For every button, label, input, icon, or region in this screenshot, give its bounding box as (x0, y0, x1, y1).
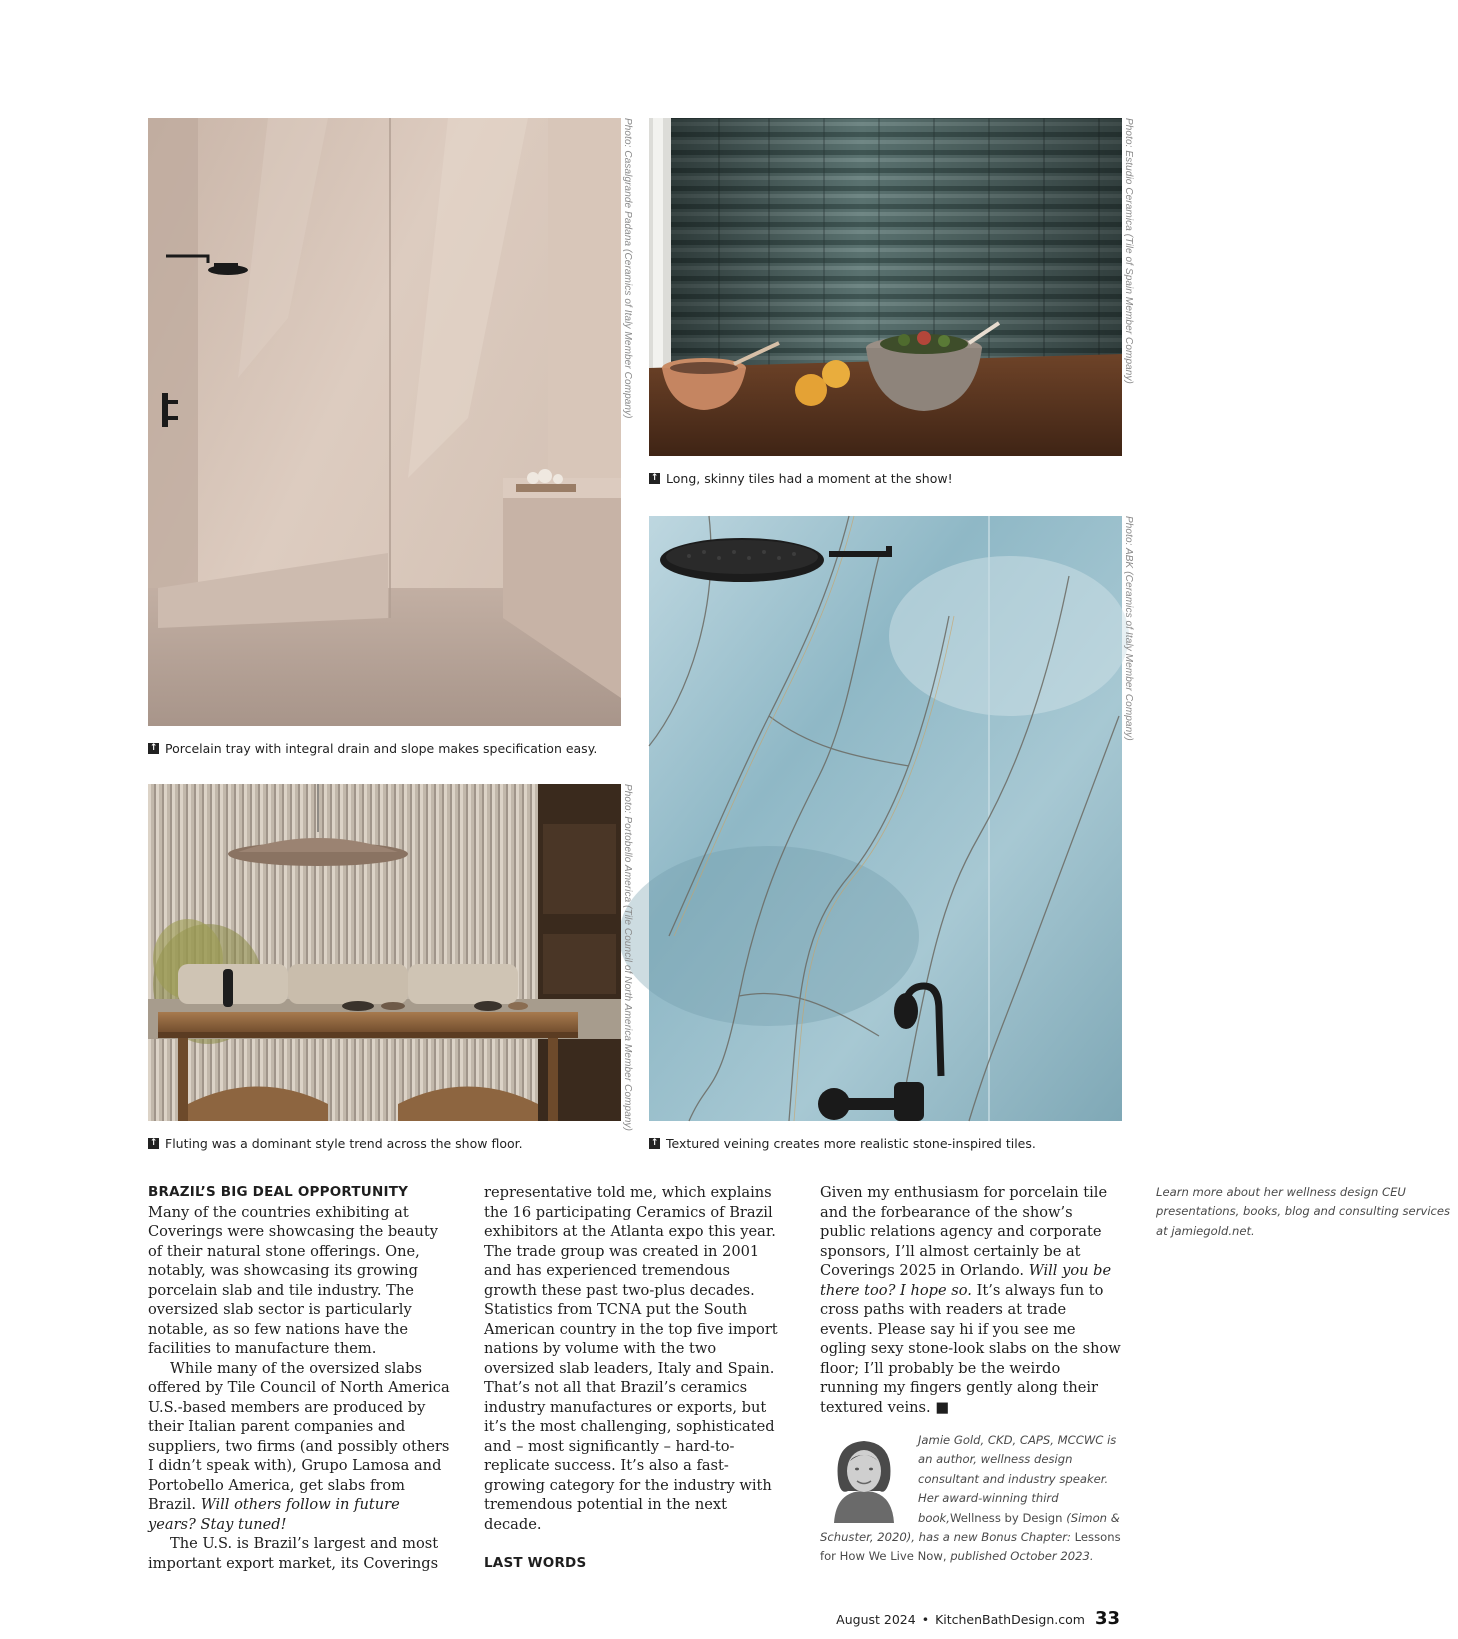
page-footer (836, 1608, 1120, 1629)
dining-caption-text: Fluting was a dominant style trend across the show floor. (165, 1136, 523, 1151)
article-paragraph-4: Given my enthusiasm for porcelain tile and the forbearance of the show’s public relations agency and corporate sponsors, I’ll almost certainly be at Coverings 2025 in Orlando. Will you be there too? I hope so. It’s always fun to cross paths with readers at trade events. Please say hi if you see me ogling sexy stone-look slabs on the show floor; I’ll probably be the weirdo running my fingers gently along their textured veins. ■ (820, 1184, 1121, 1416)
heading-last-words: LAST WORDS (484, 1554, 587, 1571)
marble-caption (649, 1136, 1036, 1151)
author-portrait (820, 1433, 908, 1523)
tiles-caption-text: Long, skinny tiles had a moment at the show! (666, 471, 953, 486)
marble-photo (649, 516, 1122, 1121)
shower-caption-text: Porcelain tray with integral drain and slope makes specification easy. (165, 741, 598, 756)
marble-photo-credit: Photo: ABK (Ceramics of Italy Member Company) (1123, 516, 1134, 741)
marble-caption-text: Textured veining creates more realistic stone-inspired tiles. (666, 1136, 1036, 1151)
footer-issue: August 2024 (836, 1612, 916, 1627)
arrow-up-icon: ↑ (149, 1138, 158, 1148)
bio-chapter-title: Lessons for How We Live Now, (820, 1530, 1121, 1564)
tiles-photo (649, 118, 1122, 456)
arrow-up-icon: ↑ (149, 743, 158, 753)
article-body (148, 1183, 1451, 1573)
article-paragraph-4-italic: Will you be there too? I hope so. (820, 1262, 1112, 1299)
article-paragraph-2: While many of the oversized slabs offered by Tile Council of North America U.S.-based members are produced by their Italian parent companies and suppliers, two firms (and possibly others I didn’t speak with), Grupo Lamosa and Portobello America, get slabs from Brazil. Will others follow in future years? Stay tuned! (148, 1359, 450, 1533)
bio-book-title: Wellness by Design (949, 1510, 1063, 1525)
dining-photo-credit: Photo: Portobello America (Tile Council of North America Member Company) (622, 784, 633, 1132)
article-paragraph-1: Many of the countries exhibiting at Coverings were showcasing the beauty of their natural stone offerings. One, notably, was showcasing its growing porcelain slab and tile industry. The oversized slab sector is particularly notable, as so few nations have the facilities to manufacture them. (148, 1203, 439, 1357)
shower-caption (148, 741, 597, 756)
article-paragraph-3: The U.S. is Brazil’s largest and most important export market, its Coverings representative told me, which explains the 16 participating Ceramics of Brazil exhibitors at the Atlanta expo this year. The trade group was created in 2001 and has experienced tremendous growth these past two-plus decades. Statistics from TCNA put the South American country in the top five import nations by volume with the two oversized slab leaders, Italy and Spain. That’s not all that Brazil’s ceramics industry manufactures or exports, but it’s the most challenging, sophisticated and – most significantly – hard-to-replicate success. It’s also a fast-growing category for the industry with tremendous potential in the next decade. (148, 1184, 778, 1572)
dining-caption (148, 1136, 523, 1151)
footer-site: KitchenBathDesign.com (935, 1612, 1085, 1627)
article-paragraph-2-italic: Will others follow in future years? Stay tuned! (148, 1496, 400, 1533)
arrow-up-icon: ↑ (650, 473, 659, 483)
shower-photo-credit: Photo: Casalgrande Padana (Ceramics of Italy Member Company) (622, 118, 633, 419)
end-mark-icon: ■ (935, 1398, 950, 1416)
arrow-up-icon: ↑ (650, 1138, 659, 1148)
footer-separator: • (921, 1612, 930, 1627)
tiles-caption (649, 471, 953, 486)
tiles-photo-credit: Photo: Estudio Ceramica (Tile of Spain Member Company) (1123, 118, 1134, 384)
shower-photo (148, 118, 621, 726)
author-bio: Jamie Gold, CKD, CAPS, MCCWC is an author, wellness design consultant and industry speaker. Her award-winning third book,Wellness by Design (Simon & Schuster, 2020), has a new Bonus Chapter: Lessons for How We Live Now, published October 2023. Learn more about her wellness design CEU presentations, books, blog and consulting services at jamiegold.net. (820, 1185, 1451, 1564)
heading-brazil: BRAZIL’S BIG DEAL OPPORTUNITY (148, 1184, 409, 1200)
dining-photo (148, 784, 621, 1121)
page-number: 33 (1094, 1608, 1120, 1629)
